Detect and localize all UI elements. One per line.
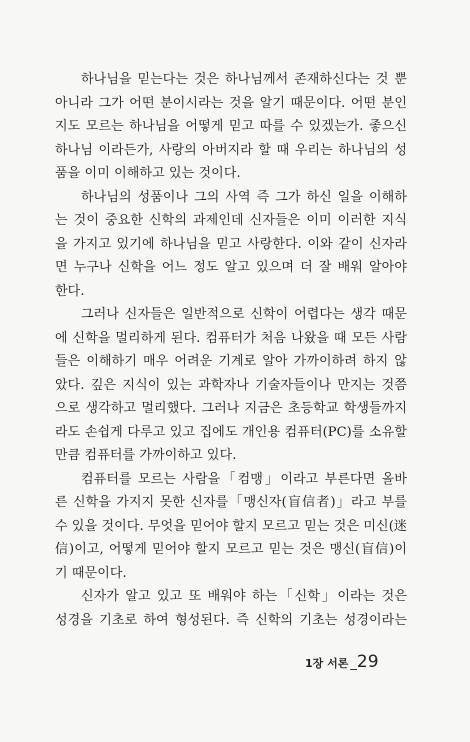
- text-line: 들은 이해하기 매우 어려운 기계로 알아 가까이하려 하지 않: [55, 354, 407, 369]
- text-line: 그러나 신자들은 일반적으로 신학이 어렵다는 생각 때문: [81, 307, 407, 322]
- text-line: 아니라 그가 어떤 분이시라는 것을 알기 때문이다. 어떤 분인: [55, 95, 407, 111]
- footer-separator: _: [350, 656, 357, 671]
- body-text: [55, 68, 407, 632]
- paragraph: [55, 186, 407, 304]
- text-line: 하나님 이라든가, 사랑의 아버지라 할 때 우리는 하나님의 성: [55, 142, 407, 158]
- text-line: 을 가지고 있기에 하나님을 믿고 사랑한다. 이와 같이 신자라: [55, 236, 407, 252]
- text-line: 신자가 알고 있고 또 배워야 하는「신학」이라는 것은: [81, 589, 407, 604]
- text-line: 지도 모르는 하나님을 어떻게 믿고 따를 수 있겠는가. 좋으신: [55, 119, 407, 134]
- text-line: 라도 손쉽게 다루고 있고 집에도 개인용 컴퓨터(PC)를 소유할: [55, 424, 407, 440]
- text-line: 았다. 깊은 지식이 있는 과학자나 기술자들이나 만지는 것쯤: [55, 377, 407, 393]
- text-line: 하나님의 성품이나 그의 사역 즉 그가 하신 일을 이해하: [81, 189, 407, 205]
- text-line: 기 때문이다.: [55, 565, 127, 581]
- paragraph: [55, 68, 407, 186]
- text-line: 면 누구나 신학을 어느 정도 알고 있으며 더 잘 배워 알아야: [55, 260, 407, 275]
- page-footer: [305, 652, 415, 672]
- text-line: 성경을 기초로 하여 형성된다. 즉 신학의 기초는 성경이라는: [55, 612, 407, 628]
- text-line: 는 것이 중요한 신학의 과제인데 신자들은 이미 이러한 지식: [55, 213, 407, 228]
- paragraph: [55, 468, 407, 586]
- text-line: 수 있을 것이다. 무엇을 믿어야 할지 모르고 믿는 것은 미신(迷: [55, 518, 407, 534]
- text-line: 에 신학을 멀리하게 된다. 컴퓨터가 처음 나왔을 때 모든 사람: [55, 330, 407, 346]
- text-line: 만큼 컴퓨터를 가까이하고 있다.: [55, 448, 237, 463]
- text-line: 하나님을 믿는다는 것은 하나님께서 존재하신다는 것 뿐: [81, 72, 407, 87]
- text-line: 으로 생각하고 멀리했다. 그러나 지금은 초등학교 학생들까지: [55, 401, 407, 416]
- text-line: 른 신학을 가지지 못한 신자를「맹신자(盲信者)」라고 부를: [55, 495, 407, 510]
- paragraph: [55, 585, 407, 632]
- text-line: 한다.: [55, 283, 85, 299]
- text-line: 컴퓨터를 모르는 사람을「컴맹」이라고 부른다면 올바: [81, 471, 407, 487]
- page-number: 29: [356, 652, 379, 672]
- paragraph: [55, 303, 407, 468]
- chapter-label: 1장 서론: [305, 657, 349, 670]
- text-line: 품을 이미 이해하고 있는 것이다.: [55, 166, 241, 181]
- text-line: 信)이고, 어떻게 믿어야 할지 모르고 믿는 것은 맹신(盲信)이: [55, 542, 407, 557]
